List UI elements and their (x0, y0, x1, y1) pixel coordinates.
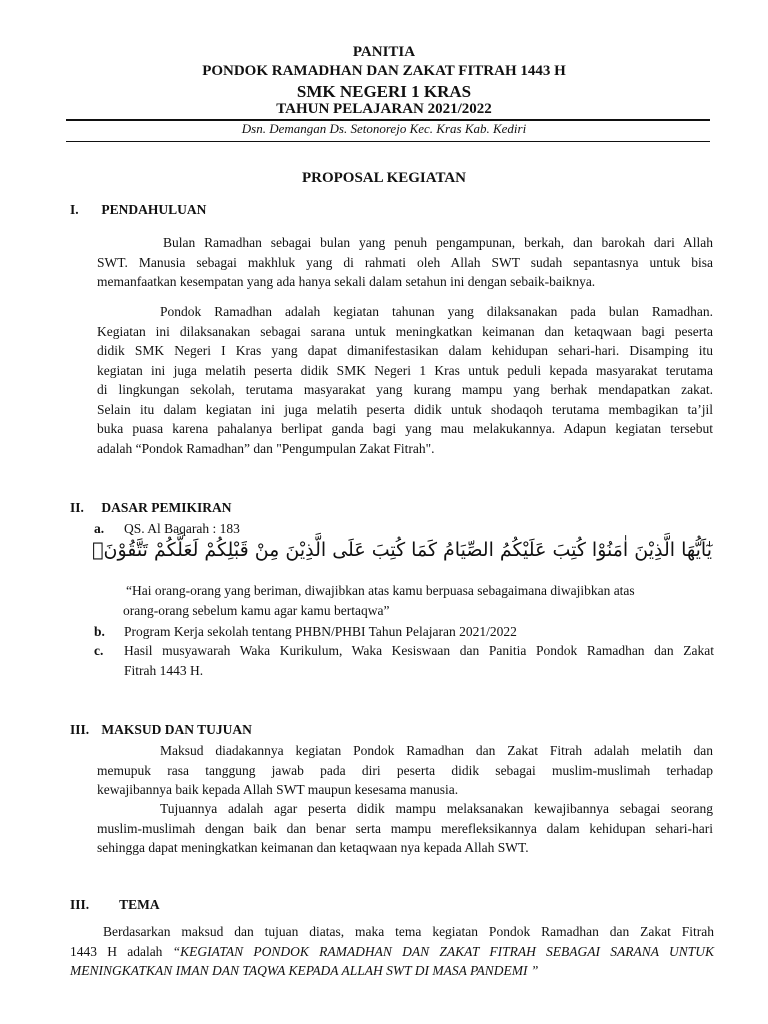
section-heading-pendahuluan (70, 202, 206, 218)
text-line: buka puasa karena pahalanya berlipat ganda bagi yang mau melakukannya. Adapun kegiatan tersebut (97, 421, 713, 436)
section-title: DASAR PEMIKIRAN (101, 500, 232, 515)
header-address: Dsn. Demangan Ds. Setonorejo Kec. Kras Kab. Kediri (241, 121, 527, 136)
section-title: PENDAHULUAN (101, 202, 207, 217)
text-line: Bulan Ramadhan sebagai bulan yang penuh pengampunan, berkah, dan barokah dari Allah (163, 235, 713, 250)
header-event-name: PONDOK RAMADHAN DAN ZAKAT FITRAH 1443 H (202, 63, 566, 79)
theme-title-part2: MENINGKATKAN IMAN DAN TAQWA KEPADA ALLAH SWT DI MASA PANDEMI ” (70, 963, 539, 978)
text-line: Pondok Ramadhan adalah kegiatan tahunan yang dilaksanakan pada bulan Ramadhan. (160, 304, 713, 319)
list-label: b. (94, 624, 105, 639)
header-rule-thin (66, 141, 710, 142)
text-line: Selain itu dalam kegiatan ini juga melatih peserta didik untuk shodaqoh terutama membagikan ta’jil (97, 401, 713, 417)
text-line: adalah “Pondok Ramadhan” dan "Pengumpulan Zakat Fitrah". (97, 440, 435, 456)
text-line: “Hai orang-orang yang beriman, diwajibkan atas kamu berpuasa sebagaimana diwajibkan atas (126, 583, 635, 598)
text-line: Maksud diadakannya kegiatan Pondok Ramadhan dan Zakat Fitrah adalah melatih dan (160, 743, 713, 758)
paragraph-pendahuluan-1 (97, 233, 713, 292)
list-item-c (94, 641, 714, 681)
text-line: sehingga dapat meningkatkan keimanan dan ketaqwaan nya kepada Allah SWT. (97, 840, 529, 855)
verse-translation (123, 581, 713, 621)
text-line: memupuk rasa tanggung jawab pada diri peserta didik sebagai muslim-muslimah terhadap (97, 762, 713, 778)
text-line (70, 942, 714, 962)
list-label: a. (94, 521, 105, 536)
section-title: MAKSUD DAN TUJUAN (101, 722, 252, 737)
list-label: c. (94, 643, 104, 658)
text-line: Kegiatan ini dilaksanakan sebagai sarana untuk meningkatkan keimanan dan ketaqwaan bagi peserta (97, 323, 713, 339)
section-heading-maksud-tujuan (70, 722, 252, 738)
text-line: di lingkungan sekolah, terutama masyarakat yang kurang mampu yang berhak mendapatkan zakat. (97, 382, 713, 397)
theme-title-part1: “KEGIATAN PONDOK RAMADHAN DAN ZAKAT FITRAH SEBAGAI SARANA UNTUK (172, 943, 714, 959)
paragraph-pendahuluan-2 (97, 302, 713, 458)
text-line: Fitrah 1443 H. (124, 662, 204, 678)
document-title: PROPOSAL KEGIATAN (301, 170, 467, 186)
section-title: TEMA (119, 897, 160, 912)
list-text (124, 641, 714, 680)
paragraph-maksud (97, 741, 713, 800)
header-committee: PANITIA (352, 44, 416, 60)
paragraph-tema (70, 922, 714, 981)
text-line: kegiatan ini juga melatih peserta didik SMK Negeri 1 Kras untuk peduli kepada masyarakat terutama (97, 362, 713, 378)
header-school-name: SMK NEGERI 1 KRAS (296, 82, 472, 101)
section-heading-tema (70, 897, 160, 913)
list-text: Program Kerja sekolah tentang PHBN/PHBI Tahun Pelajaran 2021/2022 (124, 624, 517, 639)
section-number: I. (70, 202, 79, 217)
section-number: III. (70, 722, 90, 737)
header-academic-year: TAHUN PELAJARAN 2021/2022 (276, 101, 492, 117)
text-plain: 1443 H adalah (70, 943, 173, 959)
text-line: Berdasarkan maksud dan tujuan diatas, maka tema kegiatan Pondok Ramadhan dan Zakat Fitrah (103, 924, 714, 939)
section-number: III. (70, 897, 90, 912)
text-line: orang-orang sebelum kamu agar kamu bertaqwa” (123, 603, 390, 618)
text-line: didik SMK Negeri I Kras yang dapat dimanifestasikan dalam kehidupan sehari-hari. Disamping itu (97, 343, 713, 358)
list-item-b (94, 622, 714, 642)
section-number: II. (70, 500, 84, 515)
list-text: QS. Al Baqarah : 183 (124, 521, 240, 536)
text-line: muslim-muslimah dengan baik dan benar serta mampu merefleksikannya dalam kehidupan sehari-hari (97, 820, 713, 836)
text-line: kewajibannya baik kepada Allah SWT maupun kesesama manusia. (97, 782, 459, 797)
quran-verse-arabic: يٰٓاَيُّهَا الَّذِيْنَ اٰمَنُوْا كُتِبَ عَلَيْكُمُ الصِّيَامُ كَمَا كُتِبَ عَلَى الَّذِيْنَ مِنْ قَبْلِكُمْ لَعَلَّكُمْ تَتَّقُوْنَۙ (92, 539, 712, 561)
paragraph-tujuan (97, 799, 713, 858)
text-line: memanfaatkan kesempatan yang ada hanya sekali dalam setahun ini dengan sebaik-baiknya. (97, 274, 596, 289)
text-line: Tujuannya adalah agar peserta didik mampu melaksanakan kewajibannya sebagai seorang (160, 801, 713, 816)
section-heading-dasar-pemikiran (70, 500, 232, 516)
text-line: Hasil musyawarah Waka Kurikulum, Waka Kesiswaan dan Panitia Pondok Ramadhan dan Zakat (124, 643, 714, 658)
text-line: SWT. Manusia sebagai makhluk yang di rahmati oleh Allah SWT sudah sepantasnya untuk bisa (97, 254, 713, 270)
